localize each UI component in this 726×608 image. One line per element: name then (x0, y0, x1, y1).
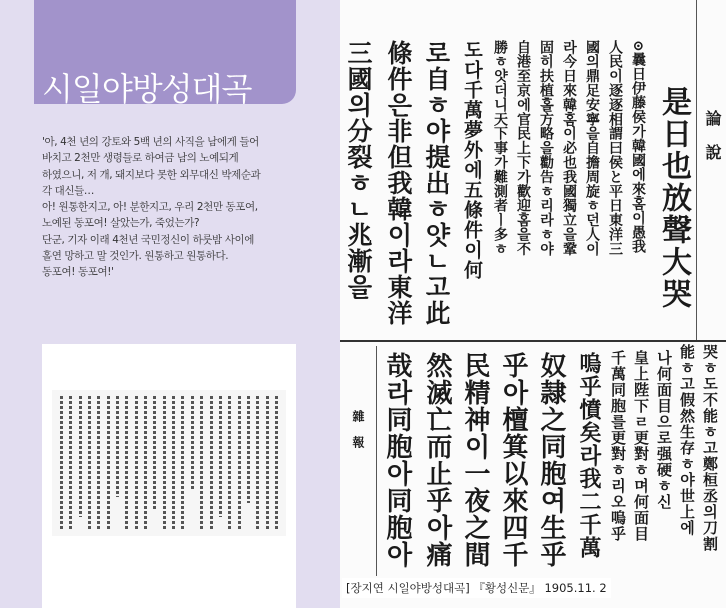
quote-line: 동포여! 동포여!' (42, 266, 114, 279)
body-column: 國의鼎足安寧을自擔周旋ㅎ던人이 (584, 40, 600, 256)
page-title: 시일야방성대곡 (42, 70, 252, 108)
thumbnail-column (238, 396, 241, 530)
body-column-large: 條件은非但我韓이라東洋 (384, 40, 413, 326)
body-column-large: 哉라同胞아同胞아 (382, 352, 412, 568)
quote-line: 단군, 기자 이래 4천년 국민정신이 하룻밤 사이에 (42, 233, 254, 246)
image-caption (342, 578, 611, 598)
body-column: 皇上陛下ㄹ更對ㅎ며何面目 (632, 350, 650, 542)
quote-line: 아! 원통한지고, 아! 분한지고, 우리 2천만 동포여, (42, 201, 258, 214)
section-divider (340, 340, 726, 342)
newspaper-image (340, 0, 726, 608)
quote-line: 홀연 망하고 말 것인가. 원통하고 원통하다. (42, 250, 229, 263)
quote-line: 각 대신들… (42, 184, 95, 197)
body-column-large: 然滅亡而止乎아痛 (422, 352, 452, 568)
quote-line: 바치고 2천만 생령들로 하여금 남의 노예되게 (42, 152, 239, 165)
column-rule (696, 0, 697, 340)
body-column-large: 奴隷之同胞여生乎 (536, 352, 566, 568)
thumbnail-column (163, 396, 166, 530)
thumbnail-column (97, 396, 100, 530)
thumbnail-column (172, 396, 175, 530)
column-rule (376, 346, 377, 576)
thumbnail-column (200, 396, 203, 530)
body-column: ⊙曩日伊藤侯가韓國에來홈이愚我 (630, 40, 646, 254)
quote-line: '아, 4천 년의 강토와 5백 년의 사직을 남에게 들어 (42, 136, 259, 148)
thumbnail-column (219, 396, 222, 517)
section-mark: 論說 (703, 110, 722, 178)
thumbnail-column (60, 396, 63, 530)
thumbnail-column (210, 396, 213, 530)
left-panel (0, 0, 340, 608)
thumbnail-column (88, 396, 91, 530)
thumbnail-column (181, 396, 184, 530)
side-label: 雜報 (351, 410, 365, 462)
thumbnail-column (135, 396, 138, 530)
body-column: 라今日來韓홈이必也我國獨立을鞏 (561, 40, 577, 256)
body-column: 勝ㅎ얏더니天下事가難測者ㅣ多ㅎ (492, 40, 508, 256)
headline: 是日也放聲大哭 (656, 86, 691, 310)
quote-text (42, 134, 310, 281)
body-column-large: 로自ㅎ야提出ㅎ얏ㄴ고此 (422, 40, 451, 326)
body-column: 固히扶植홀方略을勸告ㅎ리라ㅎ야 (538, 40, 554, 256)
caption-date: 1905.11. 2 (544, 581, 607, 595)
body-column-large: 三國의分裂ㅎㄴ兆漸을 (344, 40, 373, 300)
thumbnail-column (116, 396, 119, 497)
thumbnail-column (228, 396, 231, 530)
body-column-large: 民精神이一夜之間 (460, 352, 490, 568)
caption-source: 『황성신문』 (473, 581, 541, 595)
body-column-large: 嗚乎憤矣라我二千萬 (576, 352, 602, 559)
quote-line: 하였으니, 저 개, 돼지보다 못한 외무대신 박제순과 (42, 168, 261, 181)
thumbnail-column (256, 396, 259, 530)
thumbnail-column (69, 396, 72, 530)
thumbnail-column (153, 396, 156, 510)
body-column-large: 乎아檀箕以來四千 (498, 352, 528, 568)
thumbnail-column (191, 396, 194, 490)
body-column: 人民이逐逐相謂曰侯と平日東洋三 (607, 40, 623, 256)
body-column: 自港至京에官民上下가歡迎홈을不 (515, 40, 531, 256)
body-column-large: 도다千萬夢外에五條件이何 (461, 40, 483, 280)
body-column: 千萬同胞를更對ㅎ리오嗚乎 (609, 350, 627, 542)
quote-line: 노예된 동포여! 살았는가, 죽었는가? (42, 217, 200, 230)
thumbnail-column (275, 396, 278, 530)
thumbnail-column (107, 396, 110, 530)
body-column: 哭ㅎ도不能ㅎ고鄭桓丞의刀割 (701, 344, 719, 552)
caption-work: [장지연 시일야방성대곡] (346, 581, 470, 595)
newspaper-page (340, 0, 726, 608)
body-column: 나何面目으로强硬ㅎ신 (655, 350, 673, 510)
thumbnail-column (79, 396, 82, 517)
thumbnail-column (247, 396, 250, 503)
thumbnail-column (266, 396, 269, 530)
newspaper-thumbnail (42, 344, 296, 608)
thumbnail-column (144, 396, 147, 530)
thumbnail-page (52, 390, 286, 536)
thumbnail-column (125, 396, 128, 530)
body-column: 能ㅎ고假然生存ㅎ야世上에 (678, 344, 696, 536)
